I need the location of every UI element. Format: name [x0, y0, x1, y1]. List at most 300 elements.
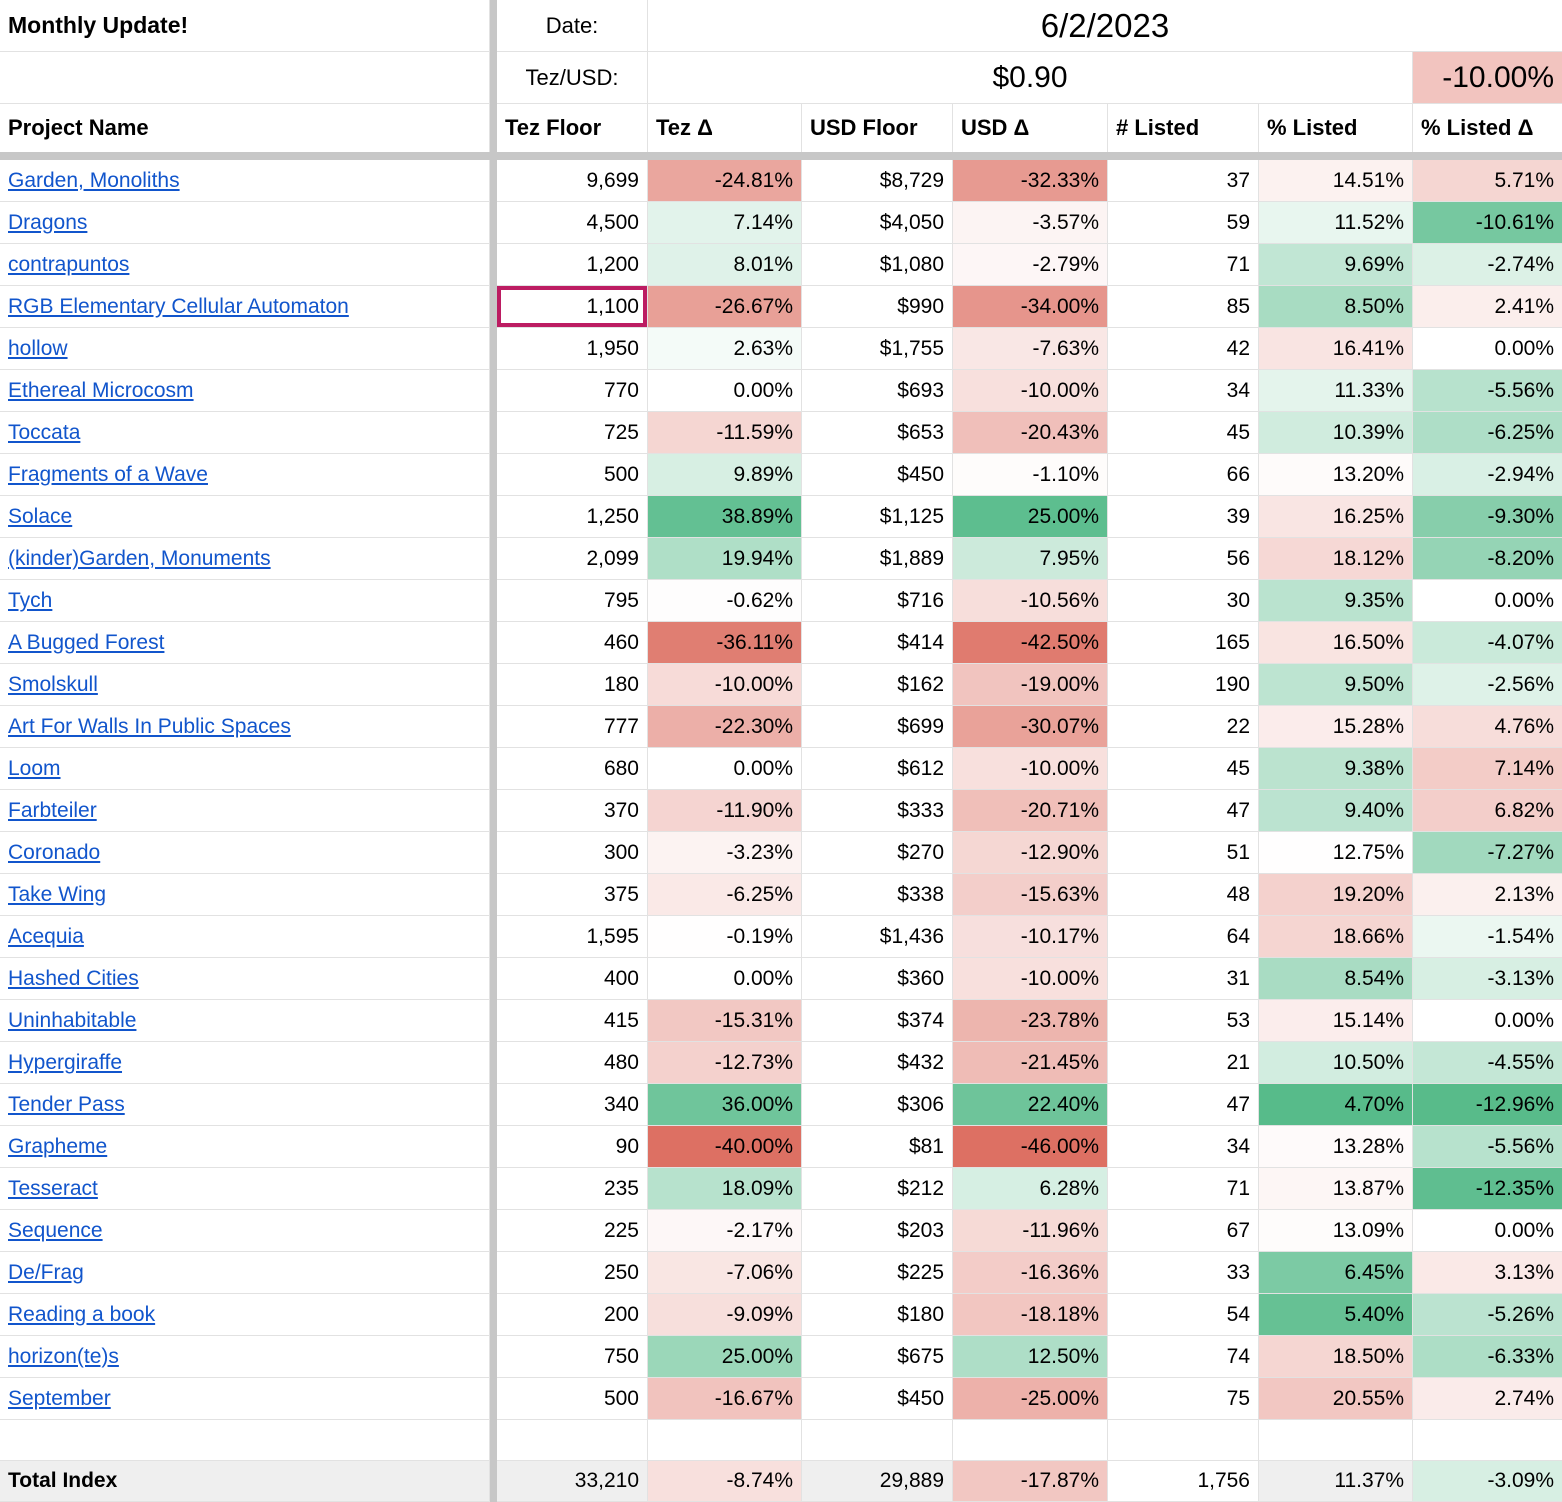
cell-tez-delta[interactable]: -36.11%: [648, 622, 802, 664]
cell-pct-listed-delta[interactable]: -2.74%: [1413, 244, 1562, 286]
cell-tez-floor[interactable]: 415: [497, 1000, 648, 1042]
cell-tez-floor[interactable]: 2,099: [497, 538, 648, 580]
cell-tez-delta[interactable]: -0.19%: [648, 916, 802, 958]
cell-tez-delta[interactable]: -9.09%: [648, 1294, 802, 1336]
date-value[interactable]: 6/2/2023: [648, 0, 1562, 52]
cell-project-name[interactable]: [0, 958, 490, 1000]
cell-empty[interactable]: [648, 1420, 802, 1461]
cell-project-name[interactable]: [0, 160, 490, 202]
cell-tez-delta[interactable]: -11.59%: [648, 412, 802, 454]
cell-pct-listed[interactable]: 12.75%: [1259, 832, 1413, 874]
cell-listed[interactable]: 67: [1108, 1210, 1259, 1252]
cell-pct-listed[interactable]: 16.25%: [1259, 496, 1413, 538]
cell-listed[interactable]: 45: [1108, 748, 1259, 790]
cell-project-name[interactable]: [0, 202, 490, 244]
cell-usd-delta[interactable]: -11.96%: [953, 1210, 1108, 1252]
cell-tez-floor[interactable]: 225: [497, 1210, 648, 1252]
cell-pct-listed-delta[interactable]: -5.56%: [1413, 1126, 1562, 1168]
cell-usd-delta[interactable]: 22.40%: [953, 1084, 1108, 1126]
cell-tez-delta[interactable]: -24.81%: [648, 160, 802, 202]
cell-pct-listed[interactable]: 4.70%: [1259, 1084, 1413, 1126]
project-link[interactable]: Grapheme: [8, 1134, 108, 1158]
cell-pct-listed-delta[interactable]: -4.55%: [1413, 1042, 1562, 1084]
cell-pct-listed[interactable]: 11.33%: [1259, 370, 1413, 412]
cell-pct-listed[interactable]: 10.39%: [1259, 412, 1413, 454]
cell-empty[interactable]: [0, 1420, 490, 1461]
cell-tez-delta[interactable]: -6.25%: [648, 874, 802, 916]
cell-listed[interactable]: 85: [1108, 286, 1259, 328]
cell-usd-floor[interactable]: $225: [802, 1252, 953, 1294]
cell-usd-delta[interactable]: -10.17%: [953, 916, 1108, 958]
cell-project-name[interactable]: [0, 538, 490, 580]
project-link[interactable]: Tych: [8, 588, 53, 612]
cell-tez-delta[interactable]: -7.06%: [648, 1252, 802, 1294]
cell-pct-listed[interactable]: 16.41%: [1259, 328, 1413, 370]
cell-pct-listed-delta[interactable]: 0.00%: [1413, 328, 1562, 370]
cell-pct-listed[interactable]: 5.40%: [1259, 1294, 1413, 1336]
cell-tez-floor[interactable]: 460: [497, 622, 648, 664]
cell-listed[interactable]: 66: [1108, 454, 1259, 496]
cell-listed[interactable]: 45: [1108, 412, 1259, 454]
cell-listed[interactable]: 37: [1108, 160, 1259, 202]
project-link[interactable]: hollow: [8, 336, 68, 360]
cell-pct-listed[interactable]: 20.55%: [1259, 1378, 1413, 1420]
project-link[interactable]: Hypergiraffe: [8, 1050, 123, 1074]
cell-pct-listed-delta[interactable]: 7.14%: [1413, 748, 1562, 790]
cell-tez-floor[interactable]: 777: [497, 706, 648, 748]
cell-usd-floor[interactable]: $360: [802, 958, 953, 1000]
cell-listed[interactable]: 47: [1108, 1084, 1259, 1126]
project-link[interactable]: Solace: [8, 504, 73, 528]
cell-pct-listed-delta[interactable]: 0.00%: [1413, 1210, 1562, 1252]
col-header-usd-floor[interactable]: USD Floor: [802, 104, 953, 152]
cell-usd-floor[interactable]: $81: [802, 1126, 953, 1168]
total-tez-delta[interactable]: -8.74%: [648, 1461, 802, 1502]
cell-usd-delta[interactable]: -25.00%: [953, 1378, 1108, 1420]
cell-empty[interactable]: [953, 1420, 1108, 1461]
cell-usd-delta[interactable]: -10.00%: [953, 958, 1108, 1000]
project-link[interactable]: Tender Pass: [8, 1092, 125, 1116]
cell-tez-floor[interactable]: 1,950: [497, 328, 648, 370]
cell-tez-delta[interactable]: -40.00%: [648, 1126, 802, 1168]
cell-project-name[interactable]: [0, 790, 490, 832]
cell-pct-listed-delta[interactable]: -12.35%: [1413, 1168, 1562, 1210]
project-link[interactable]: Toccata: [8, 420, 81, 444]
cell-listed[interactable]: 64: [1108, 916, 1259, 958]
cell-usd-floor[interactable]: $306: [802, 1084, 953, 1126]
cell-listed[interactable]: 51: [1108, 832, 1259, 874]
cell-tez-delta[interactable]: -3.23%: [648, 832, 802, 874]
total-pct-listed[interactable]: 11.37%: [1259, 1461, 1413, 1502]
project-link[interactable]: Sequence: [8, 1218, 103, 1242]
col-header-tez-delta[interactable]: Tez Δ: [648, 104, 802, 152]
cell-tez-floor[interactable]: 500: [497, 454, 648, 496]
cell-tez-floor[interactable]: 500: [497, 1378, 648, 1420]
cell-tez-delta[interactable]: -15.31%: [648, 1000, 802, 1042]
cell-pct-listed-delta[interactable]: -6.33%: [1413, 1336, 1562, 1378]
cell-project-name[interactable]: [0, 412, 490, 454]
cell-listed[interactable]: 34: [1108, 370, 1259, 412]
cell-usd-floor[interactable]: $716: [802, 580, 953, 622]
cell-project-name[interactable]: [0, 832, 490, 874]
cell-listed[interactable]: 21: [1108, 1042, 1259, 1084]
cell-pct-listed-delta[interactable]: -7.27%: [1413, 832, 1562, 874]
cell-usd-delta[interactable]: -10.00%: [953, 748, 1108, 790]
total-tez-floor[interactable]: 33,210: [497, 1461, 648, 1502]
cell-tez-floor[interactable]: 90: [497, 1126, 648, 1168]
cell-tez-delta[interactable]: -2.17%: [648, 1210, 802, 1252]
cell-tez-floor[interactable]: 1,200: [497, 244, 648, 286]
cell-project-name[interactable]: [0, 328, 490, 370]
cell-project-name[interactable]: [0, 244, 490, 286]
cell-usd-floor[interactable]: $990: [802, 286, 953, 328]
cell-pct-listed-delta[interactable]: 2.74%: [1413, 1378, 1562, 1420]
col-header-num-listed[interactable]: # Listed: [1108, 104, 1259, 152]
project-link[interactable]: contrapuntos: [8, 252, 130, 276]
frozen-row-divider[interactable]: [0, 152, 1562, 160]
cell-project-name[interactable]: [0, 1252, 490, 1294]
cell-pct-listed-delta[interactable]: 5.71%: [1413, 160, 1562, 202]
cell-tez-delta[interactable]: 19.94%: [648, 538, 802, 580]
cell-usd-delta[interactable]: 12.50%: [953, 1336, 1108, 1378]
total-index-label[interactable]: Total Index: [0, 1461, 490, 1502]
col-header-pct-listed-delta[interactable]: % Listed Δ: [1413, 104, 1562, 152]
cell-project-name[interactable]: [0, 1378, 490, 1420]
cell-usd-floor[interactable]: $212: [802, 1168, 953, 1210]
cell-usd-floor[interactable]: $450: [802, 454, 953, 496]
cell-tez-floor[interactable]: 750: [497, 1336, 648, 1378]
cell-usd-delta[interactable]: -21.45%: [953, 1042, 1108, 1084]
cell-tez-delta[interactable]: 0.00%: [648, 370, 802, 412]
cell-tez-delta[interactable]: -10.00%: [648, 664, 802, 706]
cell-tez-delta[interactable]: -22.30%: [648, 706, 802, 748]
cell-usd-delta[interactable]: -12.90%: [953, 832, 1108, 874]
cell-usd-delta[interactable]: -16.36%: [953, 1252, 1108, 1294]
cell-pct-listed[interactable]: 14.51%: [1259, 160, 1413, 202]
cell-tez-delta[interactable]: 38.89%: [648, 496, 802, 538]
cell-usd-delta[interactable]: -10.56%: [953, 580, 1108, 622]
cell-pct-listed[interactable]: 19.20%: [1259, 874, 1413, 916]
cell-usd-floor[interactable]: $1,755: [802, 328, 953, 370]
project-link[interactable]: Dragons: [8, 210, 88, 234]
cell-project-name[interactable]: [0, 874, 490, 916]
cell-pct-listed-delta[interactable]: -2.56%: [1413, 664, 1562, 706]
cell-pct-listed-delta[interactable]: 6.82%: [1413, 790, 1562, 832]
cell-tez-delta[interactable]: 36.00%: [648, 1084, 802, 1126]
cell-listed[interactable]: 33: [1108, 1252, 1259, 1294]
cell-usd-delta[interactable]: 7.95%: [953, 538, 1108, 580]
cell-project-name[interactable]: [0, 1294, 490, 1336]
cell-project-name[interactable]: [0, 664, 490, 706]
project-link[interactable]: A Bugged Forest: [8, 630, 165, 654]
cell-usd-delta[interactable]: 25.00%: [953, 496, 1108, 538]
frozen-column-divider[interactable]: [490, 0, 497, 1502]
cell-pct-listed[interactable]: 13.28%: [1259, 1126, 1413, 1168]
cell-usd-delta[interactable]: -7.63%: [953, 328, 1108, 370]
cell-pct-listed[interactable]: 11.52%: [1259, 202, 1413, 244]
cell-usd-delta[interactable]: -2.79%: [953, 244, 1108, 286]
cell-tez-delta[interactable]: -26.67%: [648, 286, 802, 328]
cell-listed[interactable]: 39: [1108, 496, 1259, 538]
project-link[interactable]: Art For Walls In Public Spaces: [8, 714, 291, 738]
cell-usd-delta[interactable]: -46.00%: [953, 1126, 1108, 1168]
cell-usd-floor[interactable]: $1,436: [802, 916, 953, 958]
cell-listed[interactable]: 190: [1108, 664, 1259, 706]
cell-empty[interactable]: [1259, 1420, 1413, 1461]
cell-project-name[interactable]: [0, 706, 490, 748]
empty-cell[interactable]: [0, 52, 490, 104]
cell-tez-floor[interactable]: 180: [497, 664, 648, 706]
date-label[interactable]: Date:: [497, 0, 648, 52]
cell-usd-floor[interactable]: $414: [802, 622, 953, 664]
cell-tez-floor[interactable]: 375: [497, 874, 648, 916]
cell-usd-floor[interactable]: $450: [802, 1378, 953, 1420]
cell-empty[interactable]: [497, 1420, 648, 1461]
cell-usd-floor[interactable]: $162: [802, 664, 953, 706]
project-link[interactable]: De/Frag: [8, 1260, 84, 1284]
cell-usd-floor[interactable]: $1,125: [802, 496, 953, 538]
cell-pct-listed-delta[interactable]: 0.00%: [1413, 580, 1562, 622]
cell-usd-delta[interactable]: 6.28%: [953, 1168, 1108, 1210]
cell-pct-listed-delta[interactable]: -4.07%: [1413, 622, 1562, 664]
cell-empty[interactable]: [1108, 1420, 1259, 1461]
cell-pct-listed[interactable]: 9.35%: [1259, 580, 1413, 622]
cell-usd-floor[interactable]: $333: [802, 790, 953, 832]
cell-tez-floor[interactable]: 340: [497, 1084, 648, 1126]
cell-empty[interactable]: [1413, 1420, 1562, 1461]
cell-pct-listed-delta[interactable]: -5.56%: [1413, 370, 1562, 412]
cell-usd-delta[interactable]: -19.00%: [953, 664, 1108, 706]
cell-tez-floor[interactable]: 725: [497, 412, 648, 454]
project-link[interactable]: Coronado: [8, 840, 101, 864]
cell-pct-listed[interactable]: 16.50%: [1259, 622, 1413, 664]
cell-tez-delta[interactable]: -0.62%: [648, 580, 802, 622]
cell-usd-delta[interactable]: -20.71%: [953, 790, 1108, 832]
cell-project-name[interactable]: [0, 496, 490, 538]
cell-project-name[interactable]: [0, 1042, 490, 1084]
cell-project-name[interactable]: [0, 916, 490, 958]
cell-project-name[interactable]: [0, 286, 490, 328]
project-link[interactable]: Uninhabitable: [8, 1008, 137, 1032]
cell-listed[interactable]: 31: [1108, 958, 1259, 1000]
cell-listed[interactable]: 59: [1108, 202, 1259, 244]
cell-project-name[interactable]: [0, 1210, 490, 1252]
cell-tez-floor[interactable]: 4,500: [497, 202, 648, 244]
cell-pct-listed-delta[interactable]: -3.13%: [1413, 958, 1562, 1000]
cell-pct-listed-delta[interactable]: -10.61%: [1413, 202, 1562, 244]
project-link[interactable]: Smolskull: [8, 672, 98, 696]
tezusd-value[interactable]: $0.90: [648, 52, 1413, 104]
cell-pct-listed[interactable]: 18.50%: [1259, 1336, 1413, 1378]
project-link[interactable]: Reading a book: [8, 1302, 156, 1326]
col-header-usd-delta[interactable]: USD Δ: [953, 104, 1108, 152]
cell-tez-floor[interactable]: 300: [497, 832, 648, 874]
cell-pct-listed[interactable]: 9.69%: [1259, 244, 1413, 286]
tezusd-change[interactable]: -10.00%: [1413, 52, 1562, 104]
cell-tez-floor[interactable]: 400: [497, 958, 648, 1000]
cell-usd-floor[interactable]: $699: [802, 706, 953, 748]
cell-tez-floor[interactable]: 235: [497, 1168, 648, 1210]
project-link[interactable]: Garden, Monoliths: [8, 168, 180, 192]
cell-listed[interactable]: 34: [1108, 1126, 1259, 1168]
cell-project-name[interactable]: [0, 1336, 490, 1378]
cell-listed[interactable]: 165: [1108, 622, 1259, 664]
project-link[interactable]: RGB Elementary Cellular Automaton: [8, 294, 349, 318]
cell-tez-delta[interactable]: 0.00%: [648, 748, 802, 790]
project-link[interactable]: Ethereal Microcosm: [8, 378, 194, 402]
cell-usd-delta[interactable]: -15.63%: [953, 874, 1108, 916]
cell-listed[interactable]: 53: [1108, 1000, 1259, 1042]
cell-tez-delta[interactable]: -16.67%: [648, 1378, 802, 1420]
cell-usd-delta[interactable]: -18.18%: [953, 1294, 1108, 1336]
cell-usd-floor[interactable]: $270: [802, 832, 953, 874]
cell-listed[interactable]: 30: [1108, 580, 1259, 622]
cell-pct-listed[interactable]: 18.66%: [1259, 916, 1413, 958]
cell-pct-listed[interactable]: 8.54%: [1259, 958, 1413, 1000]
project-link[interactable]: Acequia: [8, 924, 84, 948]
cell-pct-listed[interactable]: 18.12%: [1259, 538, 1413, 580]
cell-tez-floor[interactable]: 795: [497, 580, 648, 622]
cell-pct-listed[interactable]: 9.38%: [1259, 748, 1413, 790]
cell-pct-listed[interactable]: 13.87%: [1259, 1168, 1413, 1210]
cell-listed[interactable]: 42: [1108, 328, 1259, 370]
cell-listed[interactable]: 75: [1108, 1378, 1259, 1420]
cell-tez-floor[interactable]: 480: [497, 1042, 648, 1084]
cell-pct-listed[interactable]: 15.14%: [1259, 1000, 1413, 1042]
cell-usd-floor[interactable]: $374: [802, 1000, 953, 1042]
cell-tez-delta[interactable]: -11.90%: [648, 790, 802, 832]
cell-project-name[interactable]: [0, 454, 490, 496]
project-link[interactable]: horizon(te)s: [8, 1344, 119, 1368]
cell-project-name[interactable]: [0, 370, 490, 412]
cell-listed[interactable]: 56: [1108, 538, 1259, 580]
cell-pct-listed-delta[interactable]: 0.00%: [1413, 1000, 1562, 1042]
cell-listed[interactable]: 74: [1108, 1336, 1259, 1378]
cell-usd-floor[interactable]: $432: [802, 1042, 953, 1084]
cell-tez-delta[interactable]: -12.73%: [648, 1042, 802, 1084]
cell-usd-floor[interactable]: $203: [802, 1210, 953, 1252]
cell-listed[interactable]: 22: [1108, 706, 1259, 748]
cell-tez-floor[interactable]: 250: [497, 1252, 648, 1294]
cell-pct-listed-delta[interactable]: -9.30%: [1413, 496, 1562, 538]
project-link[interactable]: Farbteiler: [8, 798, 97, 822]
cell-pct-listed[interactable]: 8.50%: [1259, 286, 1413, 328]
cell-pct-listed-delta[interactable]: 2.13%: [1413, 874, 1562, 916]
cell-pct-listed-delta[interactable]: -6.25%: [1413, 412, 1562, 454]
cell-listed[interactable]: 71: [1108, 1168, 1259, 1210]
cell-tez-delta[interactable]: 9.89%: [648, 454, 802, 496]
cell-usd-delta[interactable]: -1.10%: [953, 454, 1108, 496]
cell-project-name[interactable]: [0, 1084, 490, 1126]
cell-tez-delta[interactable]: 2.63%: [648, 328, 802, 370]
total-usd-floor[interactable]: 29,889: [802, 1461, 953, 1502]
cell-usd-floor[interactable]: $8,729: [802, 160, 953, 202]
cell-pct-listed-delta[interactable]: -5.26%: [1413, 1294, 1562, 1336]
cell-usd-floor[interactable]: $675: [802, 1336, 953, 1378]
cell-usd-delta[interactable]: -30.07%: [953, 706, 1108, 748]
total-pct-listed-delta[interactable]: -3.09%: [1413, 1461, 1562, 1502]
cell-usd-floor[interactable]: $693: [802, 370, 953, 412]
cell-tez-delta[interactable]: 7.14%: [648, 202, 802, 244]
project-link[interactable]: Take Wing: [8, 882, 107, 906]
cell-project-name[interactable]: [0, 1126, 490, 1168]
project-link[interactable]: Hashed Cities: [8, 966, 139, 990]
cell-tez-floor[interactable]: 1,250: [497, 496, 648, 538]
cell-tez-delta[interactable]: 8.01%: [648, 244, 802, 286]
cell-pct-listed[interactable]: 9.50%: [1259, 664, 1413, 706]
cell-pct-listed[interactable]: 10.50%: [1259, 1042, 1413, 1084]
cell-usd-delta[interactable]: -3.57%: [953, 202, 1108, 244]
cell-tez-delta[interactable]: 0.00%: [648, 958, 802, 1000]
cell-pct-listed[interactable]: 13.09%: [1259, 1210, 1413, 1252]
total-listed[interactable]: 1,756: [1108, 1461, 1259, 1502]
cell-pct-listed-delta[interactable]: -2.94%: [1413, 454, 1562, 496]
col-header-pct-listed[interactable]: % Listed: [1259, 104, 1413, 152]
cell-pct-listed-delta[interactable]: -1.54%: [1413, 916, 1562, 958]
cell-pct-listed[interactable]: 13.20%: [1259, 454, 1413, 496]
cell-pct-listed-delta[interactable]: 3.13%: [1413, 1252, 1562, 1294]
project-link[interactable]: (kinder)Garden, Monuments: [8, 546, 271, 570]
cell-pct-listed-delta[interactable]: -8.20%: [1413, 538, 1562, 580]
cell-tez-floor[interactable]: 770: [497, 370, 648, 412]
cell-pct-listed-delta[interactable]: -12.96%: [1413, 1084, 1562, 1126]
cell-usd-floor[interactable]: $1,889: [802, 538, 953, 580]
cell-listed[interactable]: 48: [1108, 874, 1259, 916]
monthly-update-title[interactable]: Monthly Update!: [0, 0, 490, 52]
project-link[interactable]: Tesseract: [8, 1176, 98, 1200]
cell-pct-listed-delta[interactable]: 2.41%: [1413, 286, 1562, 328]
cell-usd-floor[interactable]: $1,080: [802, 244, 953, 286]
cell-project-name[interactable]: [0, 580, 490, 622]
total-usd-delta[interactable]: -17.87%: [953, 1461, 1108, 1502]
project-link[interactable]: Fragments of a Wave: [8, 462, 208, 486]
cell-project-name[interactable]: [0, 748, 490, 790]
cell-usd-floor[interactable]: $612: [802, 748, 953, 790]
cell-tez-delta[interactable]: 18.09%: [648, 1168, 802, 1210]
cell-tez-floor[interactable]: 370: [497, 790, 648, 832]
project-link[interactable]: September: [8, 1386, 111, 1410]
cell-usd-floor[interactable]: $180: [802, 1294, 953, 1336]
col-header-project-name[interactable]: Project Name: [0, 104, 490, 152]
cell-usd-delta[interactable]: -23.78%: [953, 1000, 1108, 1042]
cell-usd-delta[interactable]: -42.50%: [953, 622, 1108, 664]
cell-usd-delta[interactable]: -20.43%: [953, 412, 1108, 454]
cell-listed[interactable]: 47: [1108, 790, 1259, 832]
cell-usd-delta[interactable]: -10.00%: [953, 370, 1108, 412]
cell-usd-floor[interactable]: $653: [802, 412, 953, 454]
cell-project-name[interactable]: [0, 1000, 490, 1042]
cell-listed[interactable]: 54: [1108, 1294, 1259, 1336]
cell-pct-listed-delta[interactable]: 4.76%: [1413, 706, 1562, 748]
cell-usd-floor[interactable]: $4,050: [802, 202, 953, 244]
cell-project-name[interactable]: [0, 622, 490, 664]
cell-tez-floor[interactable]: 9,699: [497, 160, 648, 202]
cell-tez-floor[interactable]: 200: [497, 1294, 648, 1336]
col-header-tez-floor[interactable]: Tez Floor: [497, 104, 648, 152]
cell-empty[interactable]: [802, 1420, 953, 1461]
cell-pct-listed[interactable]: 15.28%: [1259, 706, 1413, 748]
project-link[interactable]: Loom: [8, 756, 61, 780]
cell-project-name[interactable]: [0, 1168, 490, 1210]
cell-tez-delta[interactable]: 25.00%: [648, 1336, 802, 1378]
cell-tez-floor[interactable]: 680: [497, 748, 648, 790]
cell-pct-listed[interactable]: 6.45%: [1259, 1252, 1413, 1294]
cell-listed[interactable]: 71: [1108, 244, 1259, 286]
cell-pct-listed[interactable]: 9.40%: [1259, 790, 1413, 832]
cell-usd-delta[interactable]: -34.00%: [953, 286, 1108, 328]
tezusd-label[interactable]: Tez/USD:: [497, 52, 648, 104]
cell-usd-delta[interactable]: -32.33%: [953, 160, 1108, 202]
